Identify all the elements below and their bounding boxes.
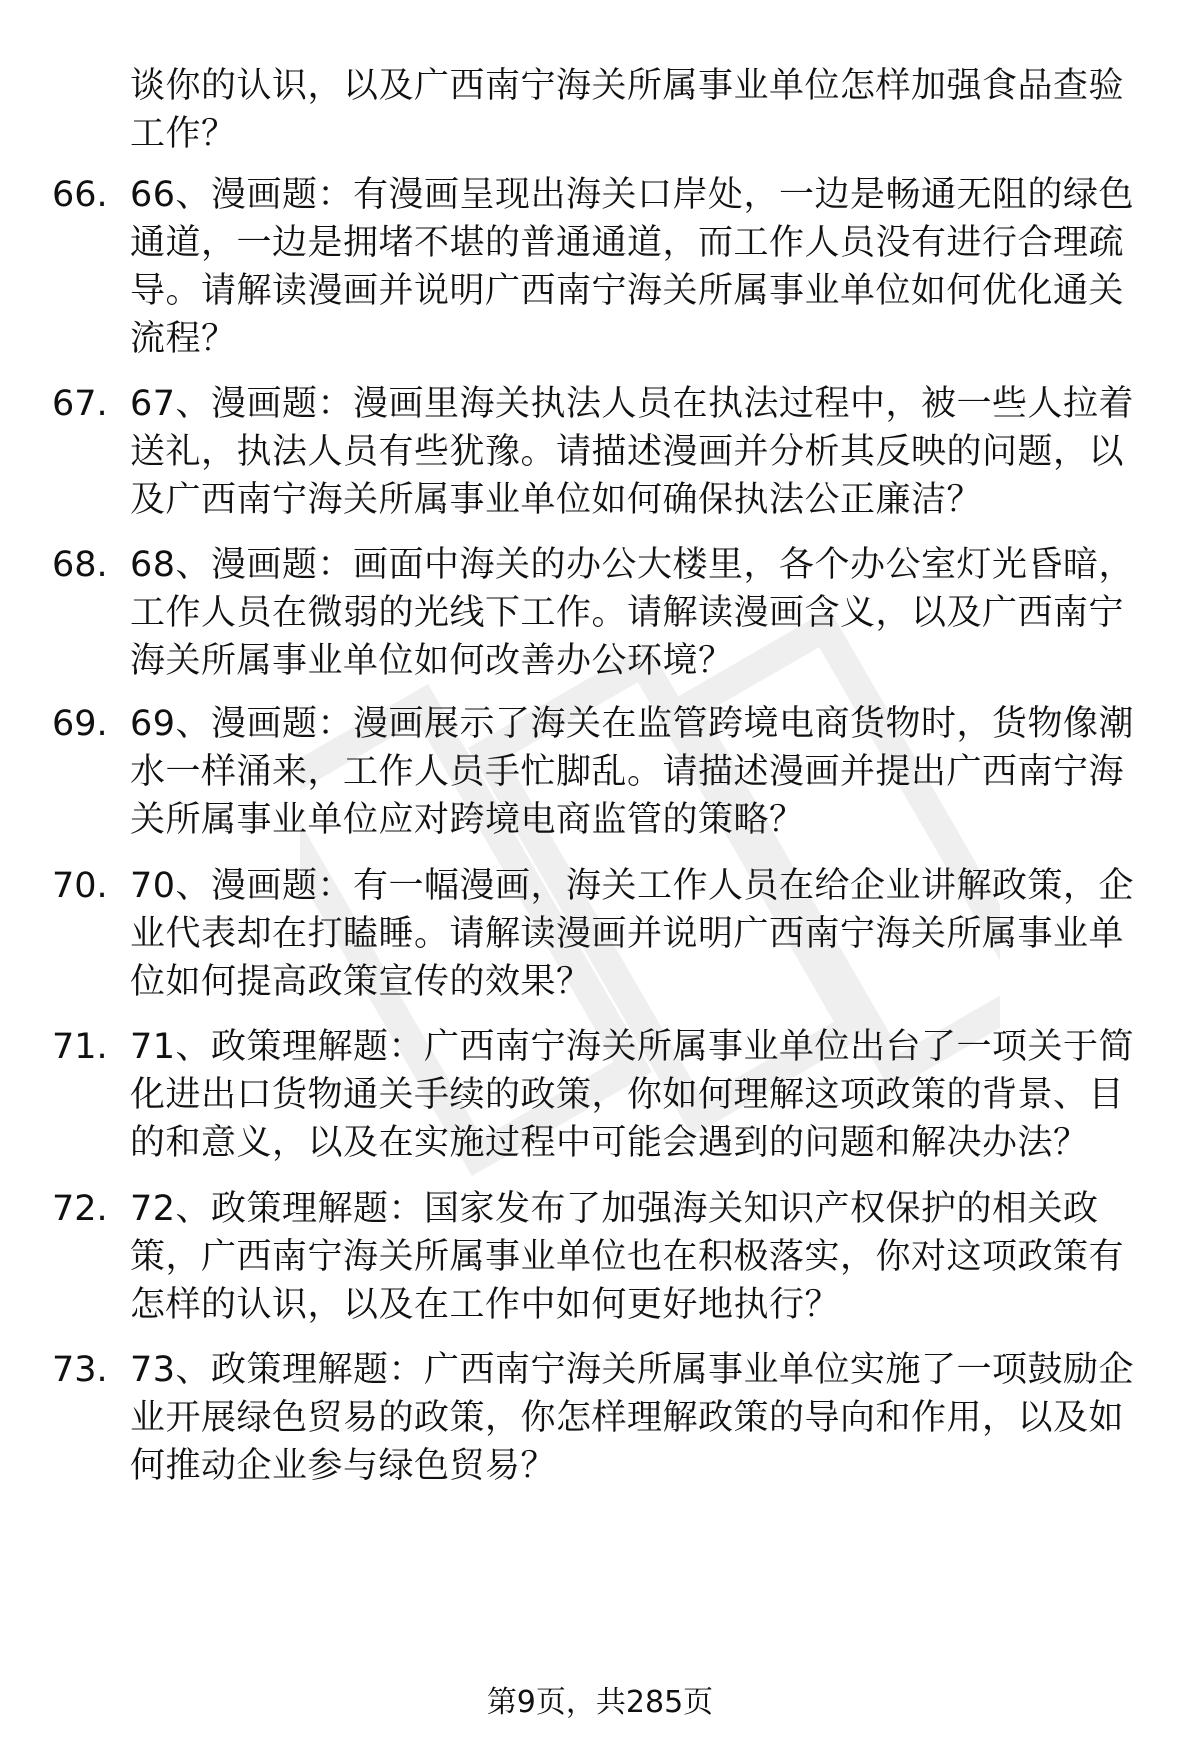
item-number: 70. — [52, 866, 108, 906]
item-text: 67、漫画题：漫画里海关执法人员在执法过程中，被一些人拉着送礼，执法人员有些犹豫。请描述漫画并分析其反映的问题，以及广西南宁海关所属事业单位如何确保执法公正廉洁？ — [130, 384, 1135, 520]
item-number: 66. — [52, 175, 108, 215]
item-text: 70、漫画题：有一幅漫画，海关工作人员在给企业讲解政策，企业代表却在打瞌睡。请解读漫画并说明广西南宁海关所属事业单位如何提高政策宣传的效果？ — [130, 866, 1135, 1002]
item-text: 68、漫画题：画面中海关的办公大楼里，各个办公室灯光昏暗，工作人员在微弱的光线下工作。请解读漫画含义，以及广西南宁海关所属事业单位如何改善办公环境？ — [130, 545, 1135, 681]
item-number: 69. — [52, 704, 108, 744]
item-number: 72. — [52, 1189, 108, 1229]
item-number: 67. — [52, 384, 108, 424]
item-number: 71. — [52, 1027, 108, 1067]
item-text: 73、政策理解题：广西南宁海关所属事业单位实施了一项鼓励企业开展绿色贸易的政策，你怎样理解政策的导向和作用，以及如何推动企业参与绿色贸易？ — [130, 1350, 1135, 1486]
item-number: 73. — [52, 1350, 108, 1390]
continued-question-text: 谈你的认识，以及广西南宁海关所属事业单位怎样加强食品查验工作？ — [130, 66, 1125, 154]
item-number: 68. — [52, 545, 108, 585]
item-text: 69、漫画题：漫画展示了海关在监管跨境电商货物时，货物像潮水一样涌来，工作人员手忙脚乱。请描述漫画并提出广西南宁海关所属事业单位应对跨境电商监管的策略？ — [130, 704, 1135, 840]
item-text: 72、政策理解题：国家发布了加强海关知识产权保护的相关政策，广西南宁海关所属事业单位也在积极落实，你对这项政策有怎样的认识，以及在工作中如何更好地执行？ — [130, 1189, 1125, 1325]
item-text: 66、漫画题：有漫画呈现出海关口岸处，一边是畅通无阻的绿色通道，一边是拥堵不堪的普通通道，而工作人员没有进行合理疏导。请解读漫画并说明广西南宁海关所属事业单位如何优化通关流程？ — [130, 175, 1135, 359]
page-footer: 第9页，共285页 — [486, 1685, 714, 1720]
item-text: 71、政策理解题：广西南宁海关所属事业单位出台了一项关于简化进出口货物通关手续的政策，你如何理解这项政策的背景、目的和意义，以及在实施过程中可能会遇到的问题和解决办法？ — [130, 1027, 1135, 1163]
